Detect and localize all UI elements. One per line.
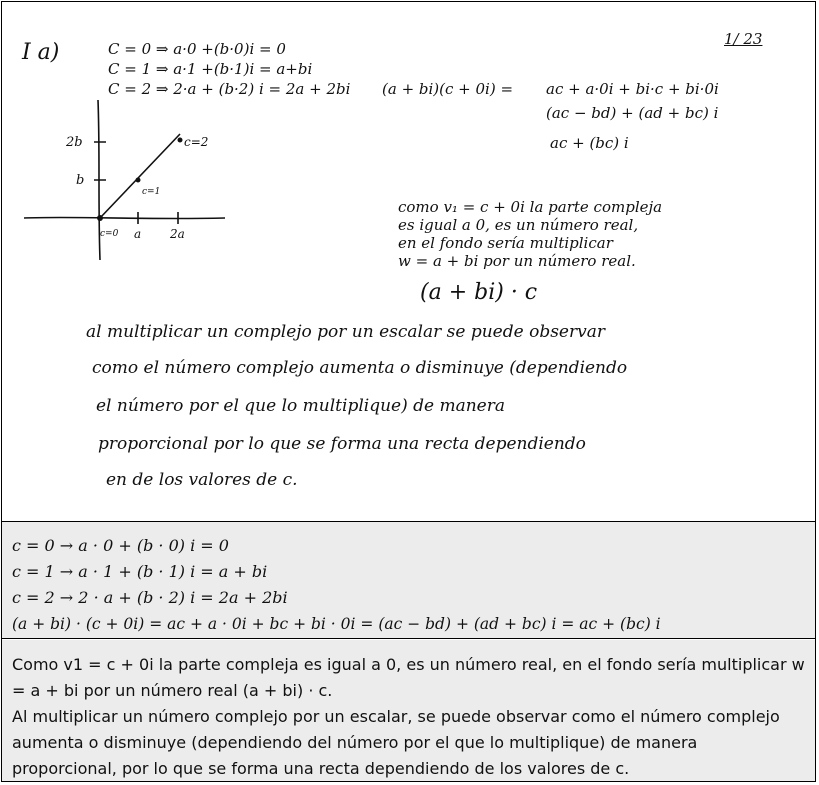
hw-graph-y-tick-2: 2b (66, 135, 83, 150)
page-number: 1/ 23 (724, 30, 763, 48)
hw-graph-origin-label: c=0 (100, 229, 119, 239)
hw-line-2: C = 1 ⇒ a·1 +(b·1)i = a+bi (108, 60, 313, 78)
hw-line-3: C = 2 ⇒ 2·a + (b·2) i = 2a + 2bi (108, 80, 351, 98)
transcription-paragraph-2: Al multiplicar un número complejo por un escalar, se puede observar como el número complejo aumenta o disminuye (dependiendo del número por el que lo multiplique) de manera proporcional, por lo que se forma una recta dependiendo de los valores de c. (12, 707, 780, 778)
equation-line-3: c = 2 → 2 · a + (b · 2) i = 2a + 2bi (12, 588, 288, 607)
hw-graph (20, 94, 230, 264)
hw-para2-line-3: el número por el que lo multiplique) de manera (96, 396, 505, 416)
hw-graph-point-2 (178, 138, 183, 143)
exercise-label: I a) (22, 40, 60, 65)
document-frame (1, 1, 816, 782)
hw-para1-line-3: en el fondo sería multiplicar (398, 234, 613, 252)
equation-line-1: c = 0 → a · 0 + (b · 0) i = 0 (12, 536, 229, 555)
hw-graph-x-tick-1: a (134, 227, 142, 241)
hw-line-4a: (a + bi)(c + 0i) = (382, 80, 514, 98)
equation-line-4: (a + bi) · (c + 0i) = ac + a · 0i + bc + bi · 0i = (ac − bd) + (ad + bc) i = ac + (bc) i (12, 615, 661, 633)
hw-para2-line-4: proporcional por lo que se forma una recta dependiendo (98, 434, 586, 454)
hw-para1-line-2: es igual a 0, es un número real, (398, 216, 639, 234)
equation-line-2: c = 1 → a · 1 + (b · 1) i = a + bi (12, 562, 268, 581)
hw-line-5: (ac − bd) + (ad + bc) i (546, 104, 719, 122)
transcription-paragraph-1: Como v1 = c + 0i la parte compleja es igual a 0, es un número real, en el fondo sería multiplicar w = a + bi por un número real (a + bi) · c. (12, 655, 805, 700)
hw-graph-point-2-label: c=2 (184, 135, 209, 149)
hw-graph-y-ticks (94, 142, 106, 180)
handwritten-scan (2, 2, 815, 522)
hw-formula: (a + bi) · c (420, 280, 538, 305)
hw-graph-x-axis (24, 217, 225, 218)
hw-para1-line-4: w = a + bi por un número real. (398, 252, 636, 270)
transcription-text (2, 640, 815, 781)
hw-graph-x-tick-2: 2a (170, 227, 185, 241)
hw-graph-line (100, 134, 180, 218)
hw-graph-point-1 (136, 178, 141, 183)
hw-para2-line-5: en de los valores de c. (106, 470, 298, 490)
hw-graph-point-1-label: c=1 (142, 187, 161, 197)
hw-graph-origin-point (97, 215, 103, 221)
transcription-equations (2, 522, 815, 639)
hw-line-4b: ac + a·0i + bi·c + bi·0i (546, 80, 719, 98)
hw-line-1: C = 0 ⇒ a·0 +(b·0)i = 0 (108, 40, 286, 58)
hw-para2-line-2: como el número complejo aumenta o disminuye (dependiendo (92, 358, 628, 378)
hw-para2-line-1: al multiplicar un complejo por un escalar se puede observar (86, 322, 605, 342)
hw-line-6: ac + (bc) i (550, 134, 629, 152)
hw-graph-y-tick-1: b (76, 173, 85, 188)
hw-para1-line-1: como v₁ = c + 0i la parte compleja (398, 198, 663, 216)
